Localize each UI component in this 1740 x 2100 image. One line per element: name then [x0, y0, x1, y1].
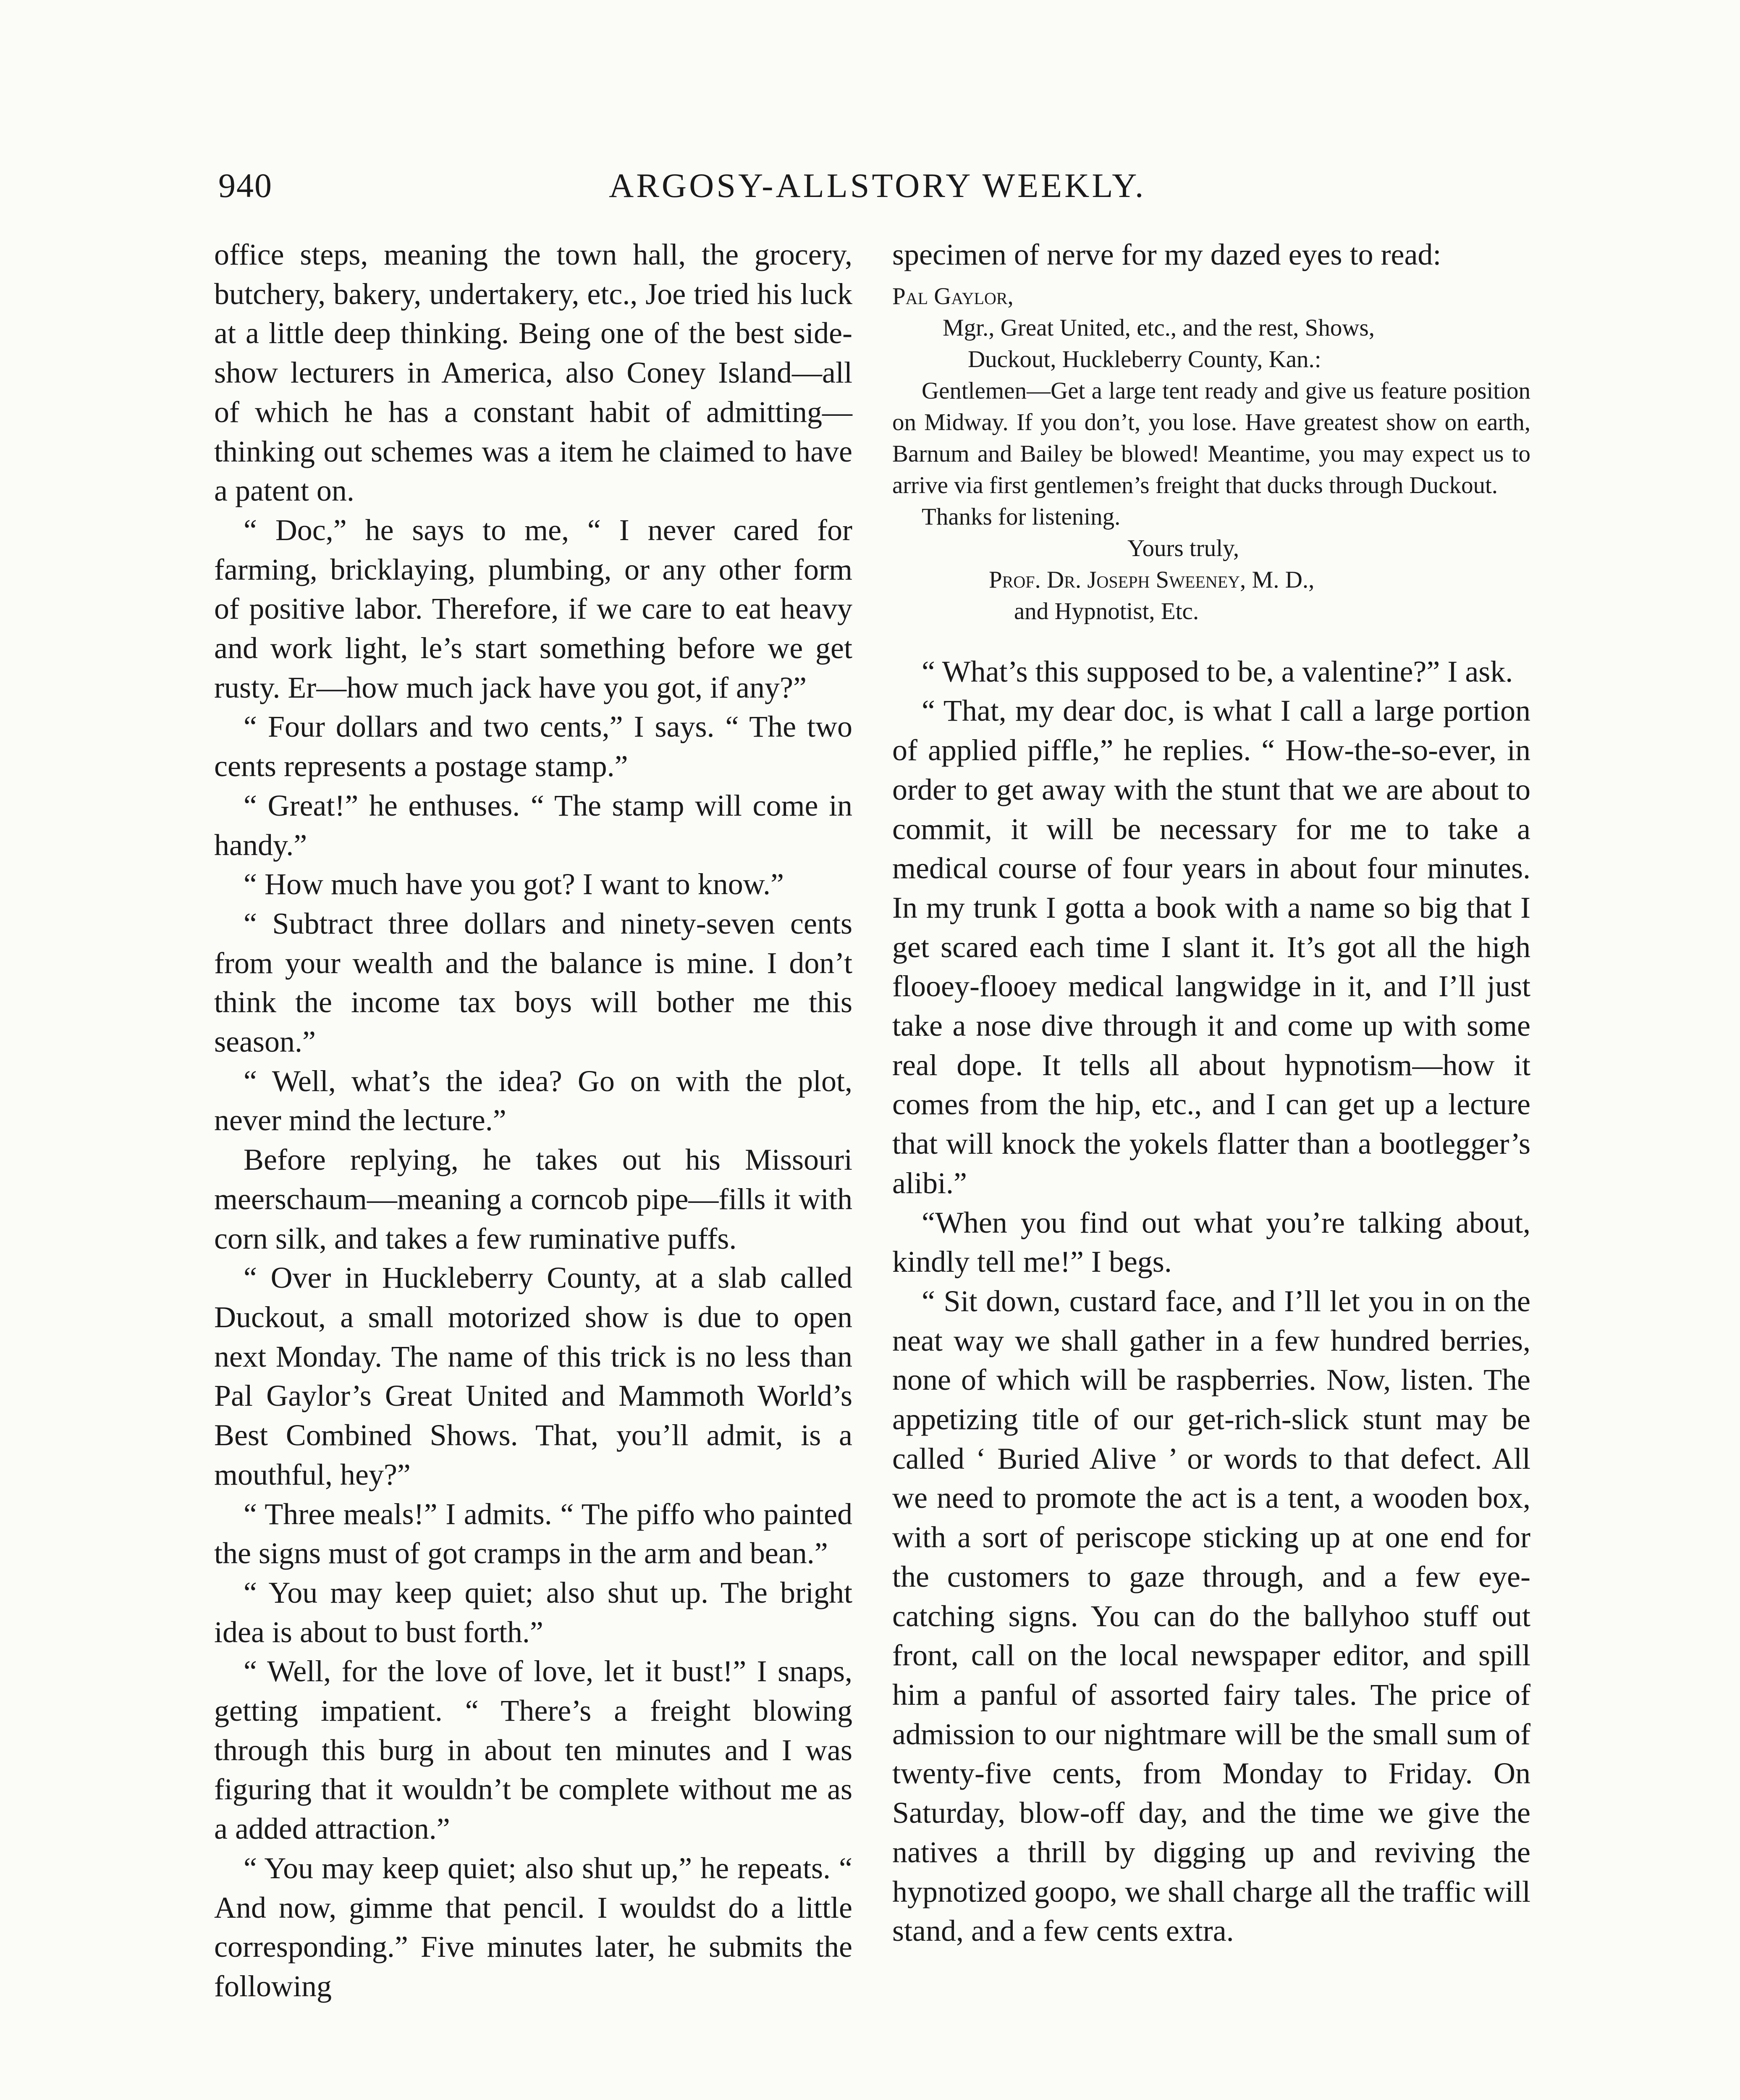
- paragraph: “When you find out what you’re talking about, kindly tell me!” I begs.: [892, 1205, 1530, 1279]
- letter-signature-subtitle: and Hypnotist, Etc.: [1014, 598, 1199, 625]
- paragraph: “ Three meals!” I admits. “ The piffo who painted the signs must of got cramps in the arm and bean.”: [214, 1497, 852, 1570]
- letter-recipient-address: Duckout, Huckleberry County, Kan.:: [968, 346, 1321, 373]
- letter-closing: Yours truly,: [1127, 535, 1239, 562]
- paragraph: “ You may keep quiet; also shut up. The bright idea is about to bust forth.”: [214, 1575, 852, 1649]
- paragraph: “ Well, what’s the idea? Go on with the plot, never mind the lecture.”: [214, 1064, 852, 1137]
- paragraph: “ Great!” he enthuses. “ The stamp will come in handy.”: [214, 788, 852, 862]
- paragraph: “ How much have you got? I want to know.”: [244, 867, 784, 901]
- page-number: 940: [218, 166, 273, 205]
- paragraph: “ What’s this supposed to be, a valentine?” I ask.: [922, 654, 1513, 688]
- running-head: ARGOSY-ALLSTORY WEEKLY.: [609, 166, 1146, 205]
- paragraph: “ Subtract three dollars and ninety-seven cents from your wealth and the balance is mine. I don’t think the income tax boys will bother me this season.”: [214, 906, 852, 1059]
- paragraph: “ Sit down, custard face, and I’ll let you in on the neat way we shall gather in a few hundred berries, none of which will be raspberries. Now, listen. The appetizing title of our get-rich-slick stunt may be called ‘ Buried Alive ’ or words to that defect. All we need to promote the act is a tent, a wooden box, with a sort of periscope sticking up at one end for the customers to gaze through, and a few eye-catching signs. You can do the ballyhoo stuff out front, call on the local newspaper editor, and spill him a panful of assorted fairy tales. The price of admission to our nightmare will be the small sum of twenty-five cents, from Monday to Friday. On Saturday, blow-off day, and the time we give the natives a thrill by digging up and reviving the hypnotized goopo, we shall charge all the traffic will stand, and a few cents extra.: [892, 1284, 1530, 1948]
- letter-block: [892, 281, 1530, 627]
- paragraph: office steps, meaning the town hall, the grocery, butchery, bakery, undertakery, etc., Joe tried his luck at a little deep thinking. Being one of the best side-show lecturers in America, also Coney Island—all of which he has a constant habit of admitting—thinking out schemes was a item he claimed to have a patent on.: [214, 238, 852, 508]
- paragraph: “ Well, for the love of love, let it bust!” I snaps, getting impatient. “ There’s a freight blowing through this burg in about ten minutes and I was figuring that it wouldn’t be complete without me as a added attraction.”: [214, 1654, 852, 1846]
- letter-body: Gentlemen—Get a large tent ready and give us feature position on Midway. If you don’t, you lose. Have greatest show on earth, Barnum and Bailey be blowed! Meantime, you may expect us to arrive via first gentlemen’s freight that ducks through Duckout.: [892, 377, 1530, 499]
- letter-recipient-title: Mgr., Great United, etc., and the rest, Shows,: [943, 314, 1375, 341]
- letter-signature: Prof. Dr. Joseph Sweeney, M. D.,: [989, 566, 1315, 593]
- paragraph: “ You may keep quiet; also shut up,” he repeats. “ And now, gimme that pencil. I wouldst do a little corresponding.” Five minutes later, he submits the following: [214, 1851, 852, 2003]
- paragraph: specimen of nerve for my dazed eyes to read:: [892, 238, 1441, 271]
- paragraph: “ Doc,” he says to me, “ I never cared for farming, bricklaying, plumbing, or any other form of positive labor. Therefore, if we care to eat heavy and work light, le’s start something before we get rusty. Er—how much jack have you got, if any?”: [214, 513, 852, 704]
- paragraph: “ Over in Huckleberry County, at a slab called Duckout, a small motorized show is due to open next Monday. The name of this trick is no less than Pal Gaylor’s Great United and Mammoth World’s Best Combined Shows. That, you’ll admit, is a mouthful, hey?”: [214, 1261, 852, 1491]
- paragraph: “ Four dollars and two cents,” I says. “ The two cents represents a postage stamp.”: [214, 710, 852, 783]
- paragraph: Before replying, he takes out his Missouri meerschaum—meaning a corncob pipe—fills it with corn silk, and takes a few ruminative puffs.: [214, 1143, 852, 1255]
- letter-thanks: Thanks for listening.: [922, 503, 1121, 530]
- right-column: [892, 235, 1530, 1951]
- paragraph: “ That, my dear doc, is what I call a large portion of applied piffle,” he replies. “ How-the-so-ever, in order to get away with the stunt that we are about to commit, it will be necessary for me to take a medical course of four years in about four minutes. In my trunk I gotta a book with a name so big that I get scared each time I slant it. It’s got all the high flooey-flooey medical langwidge in it, and I’ll just take a nose dive through it and come up with some real dope. It tells all about hypnotism—how it comes from the hip, etc., and I can get up a lecture that will knock the yokels flatter than a bootlegger’s alibi.”: [892, 694, 1530, 1200]
- letter-recipient: Pal Gaylor,: [892, 283, 1014, 310]
- left-column: [214, 235, 852, 2006]
